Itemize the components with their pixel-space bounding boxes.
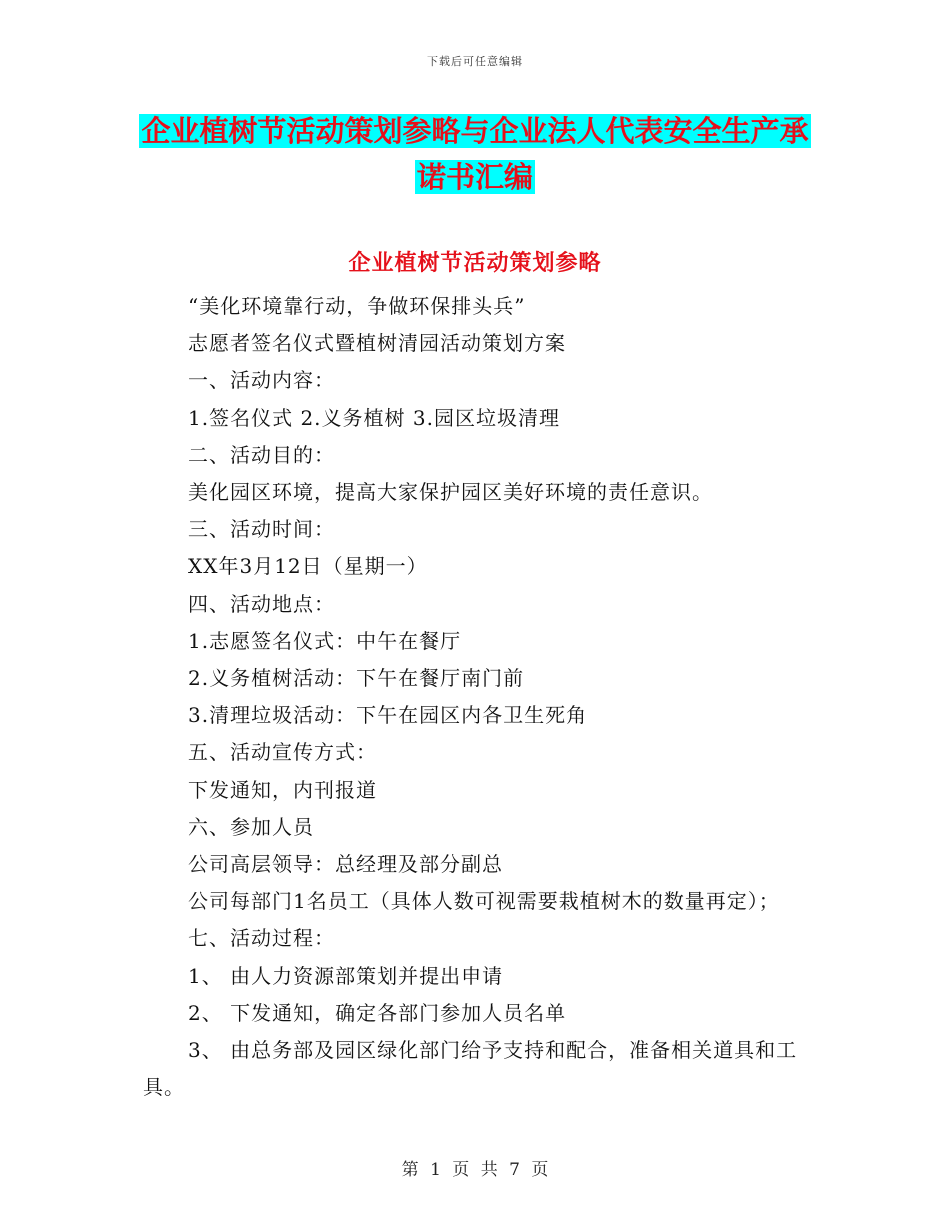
- paragraph: 七、活动过程：: [188, 926, 335, 951]
- paragraph: 1.志愿签名仪式：中午在餐厅: [188, 628, 462, 653]
- paragraph: 下发通知，内刊报道: [188, 777, 377, 802]
- body-text: [143, 288, 813, 1106]
- paragraph: 四、活动地点：: [188, 591, 335, 616]
- title-line-1: 企业植树节活动策划参略与企业法人代表安全生产承: [141, 114, 809, 148]
- paragraph: 志愿者签名仪式暨植树清园活动策划方案: [188, 331, 566, 356]
- paragraph: 2、 下发通知，确定各部门参加人员名单: [188, 1000, 567, 1025]
- paragraph: 六、参加人员: [188, 814, 314, 839]
- paragraph: 公司每部门1名员工（具体人数可视需要栽植树木的数量再定）；: [188, 889, 780, 914]
- page-footer: 第 1 页 共 7 页: [401, 1160, 549, 1180]
- paragraph: 一、活动内容：: [188, 368, 335, 393]
- section-title: 企业植树节活动策划参略: [348, 251, 602, 276]
- header-note: 下载后可任意编辑: [427, 55, 523, 68]
- paragraph: 3.清理垃圾活动：下午在园区内各卫生死角: [188, 703, 588, 728]
- paragraph: 1.签名仪式 2.义务植树 3.园区垃圾清理: [188, 405, 560, 430]
- paragraph: 二、活动目的：: [188, 442, 335, 467]
- paragraph: XX年3月12日（星期一）: [188, 554, 428, 579]
- paragraph: 1、 由人力资源部策划并提出申请: [188, 963, 504, 988]
- paragraph: “美化环境靠行动，争做环保排头兵”: [188, 294, 526, 318]
- paragraph: 2.义务植树活动：下午在餐厅南门前: [188, 666, 525, 691]
- paragraph: 3、 由总务部及园区绿化部门给予支持和配合，准备相关道具和工具。: [143, 1038, 798, 1100]
- paragraph: 五、活动宣传方式：: [188, 740, 377, 765]
- title-line-2: 诺书汇编: [416, 160, 533, 194]
- paragraph: 公司高层领导：总经理及部分副总: [188, 852, 503, 877]
- paragraph: 三、活动时间：: [188, 517, 335, 542]
- document-title: [0, 108, 950, 200]
- paragraph: 美化园区环境，提高大家保护园区美好环境的责任意识。: [188, 480, 713, 505]
